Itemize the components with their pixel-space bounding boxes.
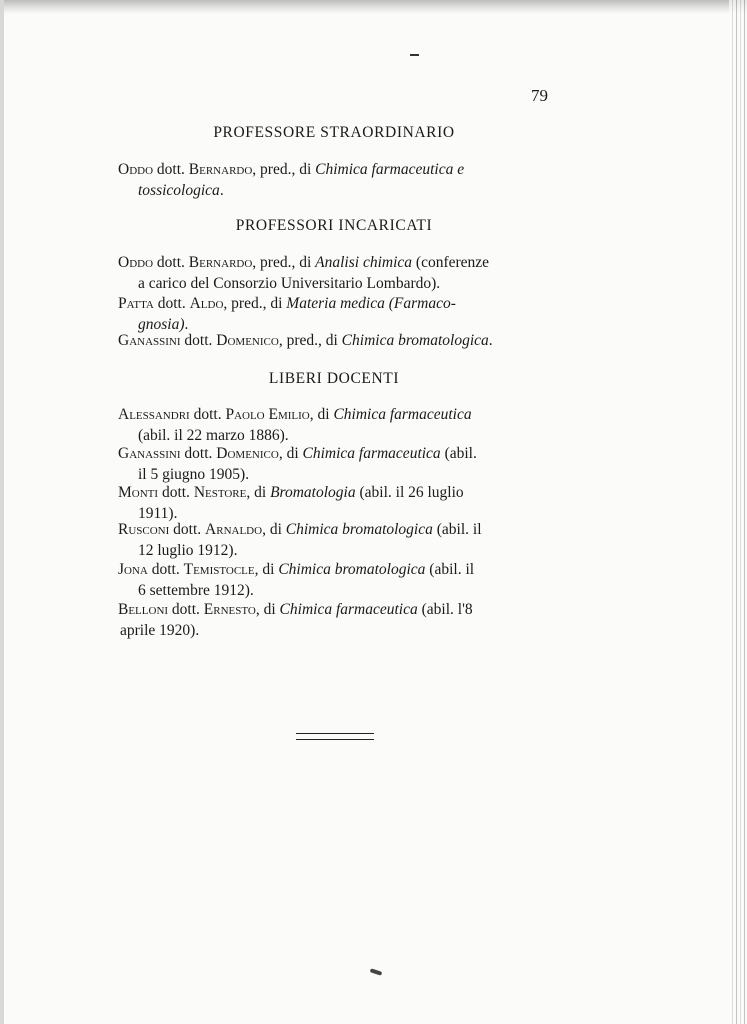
mid-text: , di [278,445,299,462]
subject: Chimica bromatologica [341,332,489,349]
surname: Jona [118,561,148,578]
entry-rusconi [118,519,550,561]
subject: Materia medica (Farmaco- [286,295,456,312]
mid-text: , pred., di [252,254,312,271]
title: dott. [184,332,213,349]
subject-cont: tossicologica [138,182,220,199]
note-cont: a carico del Consorzio Universitario Lombardo). [138,275,441,292]
tail: (abil. il [425,561,475,578]
double-rule-divider [296,733,374,740]
abil-date: (abil. il 22 marzo 1886). [138,427,289,444]
title: dott. [161,484,190,501]
mid-text: , di [309,406,330,423]
entry-ganassini-incaricato [118,330,550,351]
first-name: Arnaldo [205,521,263,538]
page-number: 79 [531,86,548,105]
tail: (abil. il [432,521,482,538]
first-name: Aldo [189,295,224,312]
subject-cont: gnosia) [138,316,185,333]
title: dott. [193,406,222,423]
top-dash-mark [410,54,419,56]
mid-text: , pred., di [278,332,338,349]
abil-date: 12 luglio 1912). [138,542,238,559]
abil-date: 1911). [138,505,178,522]
entry-oddo-straordinario [118,159,550,201]
subject: Chimica farmaceutica [302,445,441,462]
entry-monti [118,482,550,524]
entry-ganassini-docente [118,443,550,485]
subject: Chimica bromatologica [285,521,433,538]
mid-text: , di [254,561,275,578]
first-name: Paolo Emilio [225,406,310,423]
mid-text: , di [262,521,282,538]
surname: Patta [118,295,154,312]
surname: Oddo [118,161,154,178]
first-name: Ernesto [203,601,256,618]
first-name: Nestore [193,484,247,501]
subject: Bromatologia [270,484,356,501]
mid-text: , di [255,601,276,618]
note: (conferenze [415,254,490,271]
surname: Oddo [118,254,154,271]
page-top-edge [0,0,747,14]
subject: Chimica farmaceutica e [315,161,465,178]
subject: Chimica bromatologica [278,561,426,578]
first-name: Temistocle [183,561,255,578]
entry-patta [118,293,550,335]
mid-text: , pred., di [252,161,312,178]
surname: Ganassini [118,445,181,462]
tail: (abil. l'8 [417,601,473,618]
tail: (abil. il 26 luglio [355,484,464,501]
entry-jona [118,559,550,601]
heading-professore-straordinario: PROFESSORE STRAORDINARIO [213,124,455,141]
title: dott. [156,161,185,178]
title: dott. [173,521,202,538]
tail: . [184,316,189,333]
first-name: Domenico [216,332,279,349]
title: dott. [184,445,213,462]
subject: Chimica farmaceutica [333,406,472,423]
surname: Ganassini [118,332,181,349]
first-name: Domenico [216,445,279,462]
title: dott. [157,295,186,312]
ink-speck [370,968,383,976]
tail: . [488,332,493,349]
surname: Monti [118,484,159,501]
abil-date: aprile 1920). [120,622,200,639]
page-left-edge [0,0,4,1024]
surname: Belloni [118,601,169,618]
entry-belloni [118,599,550,641]
subject: Chimica farmaceutica [279,601,418,618]
heading-liberi-docenti: LIBERI DOCENTI [268,370,400,387]
heading-professori-incaricati: PROFESSORI INCARICATI [235,217,433,234]
title: dott. [151,561,180,578]
mid-text: , pred., di [223,295,283,312]
title: dott. [171,601,200,618]
subject: Analisi chimica [315,254,413,271]
abil-date: il 5 giugno 1905). [138,466,250,483]
abil-date: 6 settembre 1912). [138,582,254,599]
entry-oddo-incaricato [118,252,550,294]
surname: Alessandri [118,406,190,423]
first-name: Bernardo [188,254,253,271]
title: dott. [156,254,185,271]
tail: . [219,182,224,199]
page-right-edge [729,0,747,1024]
tail: (abil. [440,445,477,462]
mid-text: , di [246,484,267,501]
entry-alessandri [118,404,550,446]
surname: Rusconi [118,521,170,538]
first-name: Bernardo [188,161,253,178]
